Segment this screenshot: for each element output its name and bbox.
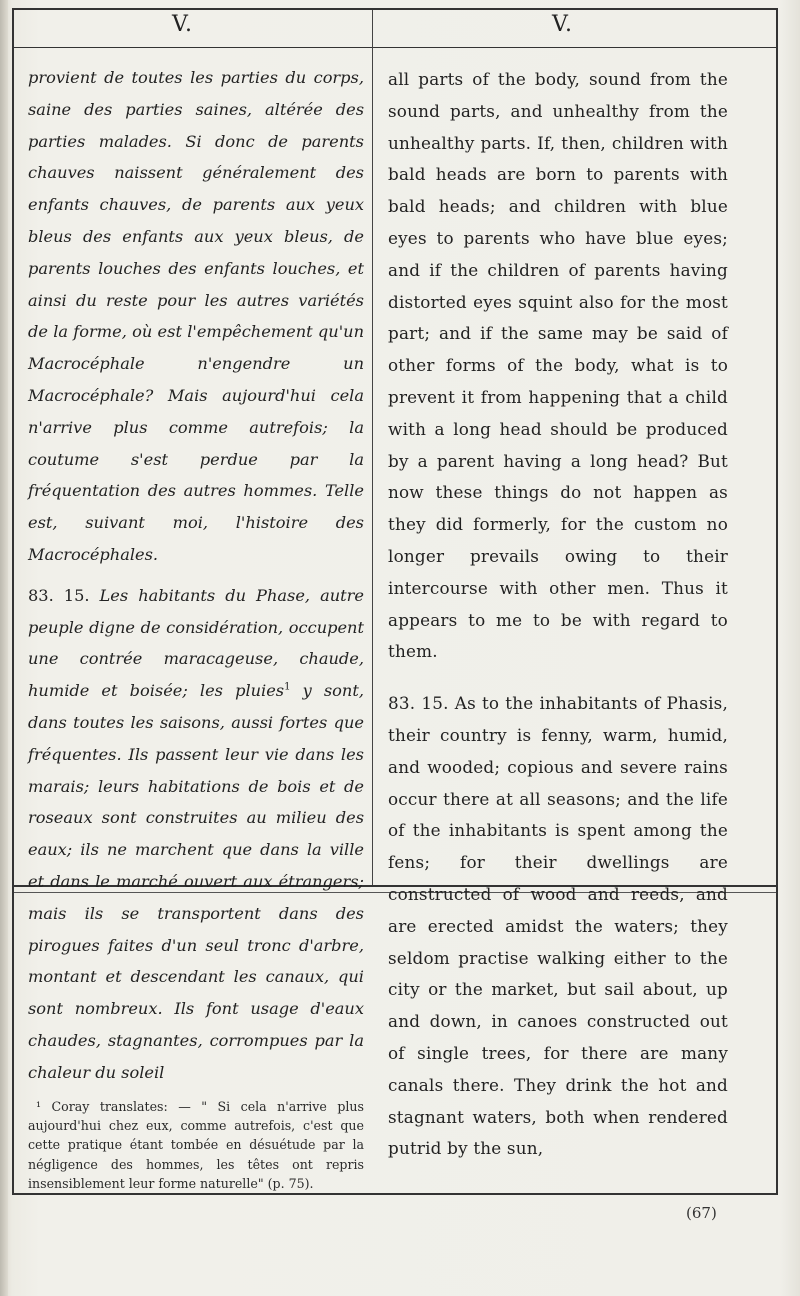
column-divider (372, 10, 373, 885)
french-section-number: 83. 15. (28, 585, 90, 605)
english-paragraph-1: all parts of the body, sound from the sound parts, and unhealthy from the unhealthy parts. If, then, children with bald heads are born to parents with bald heads; and children with blue eyes to parents who have blue eyes; and if the children of parents having distorted eyes squint also for the most part; and if the same may be said of other forms of the body, what is to prevent it from happening that a child with a long head should be produced by a parent having a long head? But now these things do not happen as they did formerly, for the custom no longer prevails owing to their intercourse with other men. Thus it appears to me to be with regard to them. (388, 69, 728, 662)
french-column (28, 62, 364, 1194)
header-rule (14, 47, 776, 48)
footnote-marker: 1 (284, 681, 291, 693)
page-number: (67) (686, 1204, 717, 1222)
right-column-header: V. (552, 12, 574, 37)
page-edge-shadow (0, 0, 8, 1296)
french-paragraph-2 (28, 580, 364, 1089)
left-column-header: V. (172, 12, 194, 37)
footnote: ¹ Coray translates: — " Si cela n'arrive plus aujourd'hui chez eux, comme autrefois, c'est que cette pratique étant tombée en désuétude par la négligence des hommes, les têtes ont repris insensiblement leur forme naturelle" (p. 75). (28, 1098, 364, 1192)
french-paragraph-2-part-1: Les habitants du Phase, autre peuple digne de considération, occupent une contrée maracageuse, chaude, humide et boisée; les pluies (28, 585, 364, 701)
english-paragraph-2: 83. 15. As to the inhabitants of Phasis, their country is fenny, warm, humid, and wooded; copious and severe rains occur there at all seasons; and the life of the inhabitants is spent among the fens; for their dwellings are constructed of wood and reeds, and are erected amidst the waters; they seldom practise walking either to the city or the market, but sail about, up and down, in canoes constructed out of single trees, for there are many canals there. They drink the hot and stagnant waters, both when rendered putrid by the sun, (388, 693, 728, 1159)
english-column (388, 64, 728, 1165)
french-paragraph-2-part-2: y sont, dans toutes les saisons, aussi fortes que fréquentes. Ils passent leur vie dans les marais; leurs habitations de bois et de roseaux sont construites au milieu des eaux; ils ne marchent que dans la ville et dans le marché ouvert aux étrangers; mais ils se transportent dans des pirogues faites d'un seul tronc d'arbre, montant et descendant les canaux, qui sont nombreux. Ils font usage d'eaux chaudes, stagnantes, corrompues par la chaleur du soleil (28, 681, 364, 1082)
french-paragraph-1: provient de toutes les parties du corps, saine des parties saines, altérée des parties malades. Si donc de parents chauves naissent généralement des enfants chauves, de parents aux yeux bleus des enfants aux yeux bleus, de parents louches des enfants louches, et ainsi du reste pour les autres variétés de la forme, où est l'empêchement qu'un Macrocéphale n'engendre un Macrocéphale? Mais aujourd'hui cela n'arrive plus comme autrefois; la coutume s'est perdue par la fréquentation des autres hommes. Telle est, suivant moi, l'histoire des Macrocéphales. (28, 68, 364, 564)
